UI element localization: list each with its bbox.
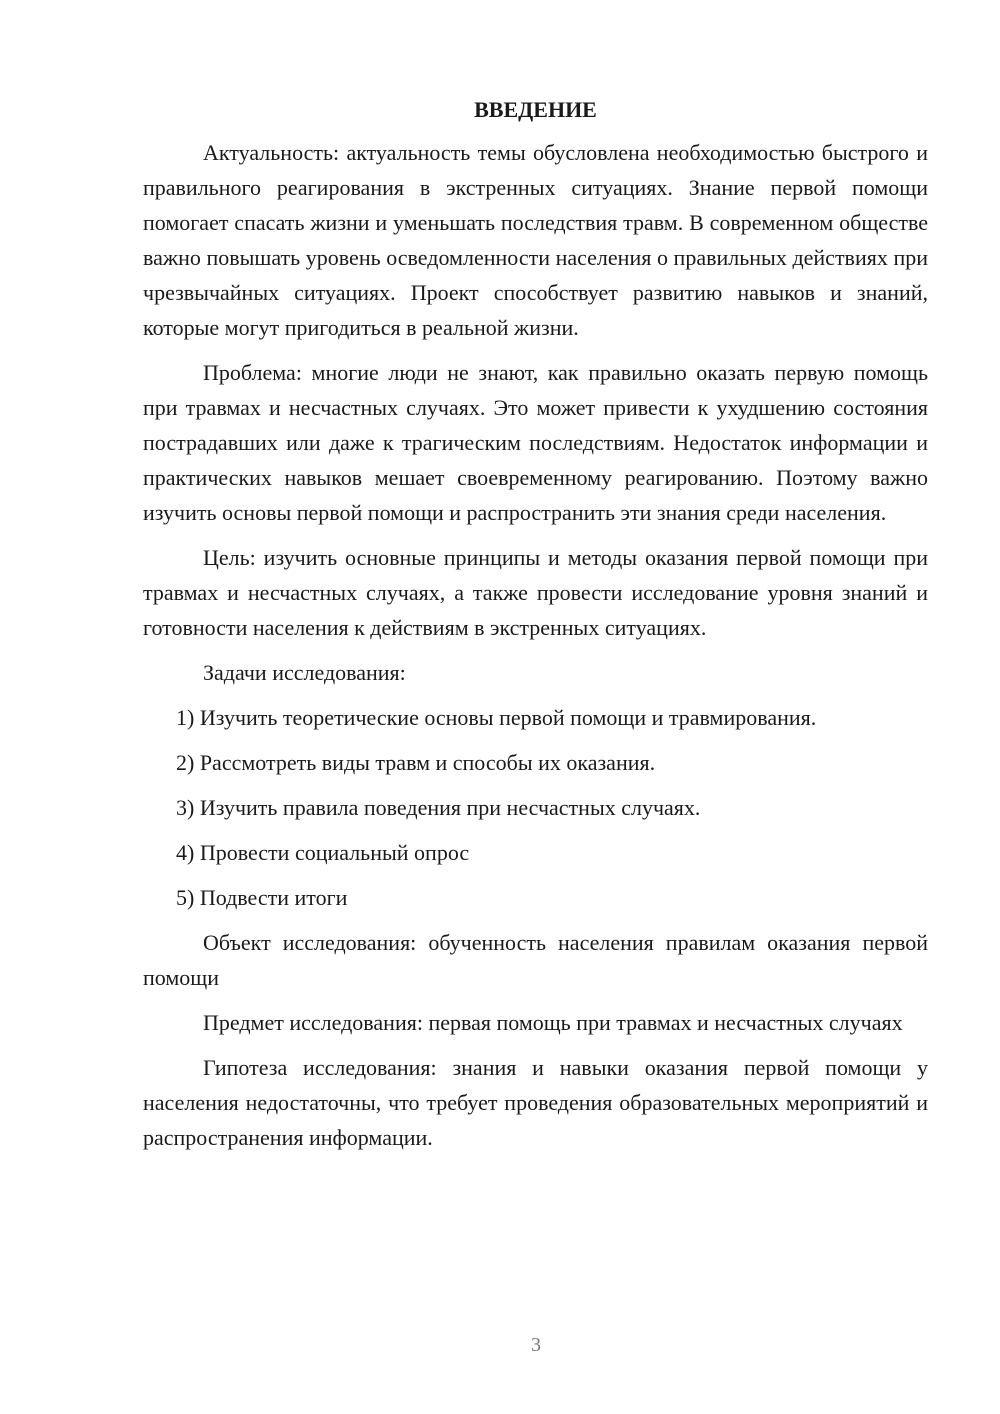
list-item: 1) Изучить теоретические основы первой помощи и травмирования. (176, 705, 817, 730)
list-item: 3) Изучить правила поведения при несчастных случаях. (176, 795, 701, 820)
paragraph-problem: Проблема: многие люди не знают, как правильно оказать первую помощь при травмах и несчастных случаях. Это может привести к ухудшению состояния пострадавших или даже к трагическим последствиям. Недостаток информации и практических навыков мешает своевременному реагированию. Поэтому важно изучить основы первой помощи и распространить эти знания среди населения. (143, 360, 928, 525)
page-title: ВВЕДЕНИЕ (474, 97, 597, 122)
paragraph-relevance: Актуальность: актуальность темы обусловлена необходимостью быстрого и правильного реагирования в экстренных ситуациях. Знание первой помощи помогает спасать жизни и уменьшать последствия травм. В современном обществе важно повышать уровень осведомленности населения о правильных действиях при чрезвычайных ситуациях. Проект способствует развитию навыков и знаний, которые могут пригодиться в реальной жизни. (143, 140, 928, 340)
document-body (143, 95, 928, 1165)
paragraph-hypothesis: Гипотеза исследования: знания и навыки оказания первой помощи у населения недостаточны, что требует проведения образовательных мероприятий и распространения информации. (143, 1055, 928, 1150)
list-item: 5) Подвести итоги (176, 885, 348, 910)
list-item: 4) Провести социальный опрос (176, 840, 470, 865)
paragraph-object: Объект исследования: обученность населения правилам оказания первой помощи (143, 930, 928, 990)
tasks-heading: Задачи исследования: (203, 660, 406, 685)
paragraph-goal: Цель: изучить основные принципы и методы оказания первой помощи при травмах и несчастных случаях, а также провести исследование уровня знаний и готовности населения к действиям в экстренных ситуациях. (143, 545, 928, 640)
list-item: 2) Рассмотреть виды травм и способы их оказания. (176, 750, 656, 775)
page-number: 3 (531, 1334, 541, 1356)
tasks-list (143, 700, 928, 915)
paragraph-subject: Предмет исследования: первая помощь при травмах и несчастных случаях (203, 1010, 903, 1035)
